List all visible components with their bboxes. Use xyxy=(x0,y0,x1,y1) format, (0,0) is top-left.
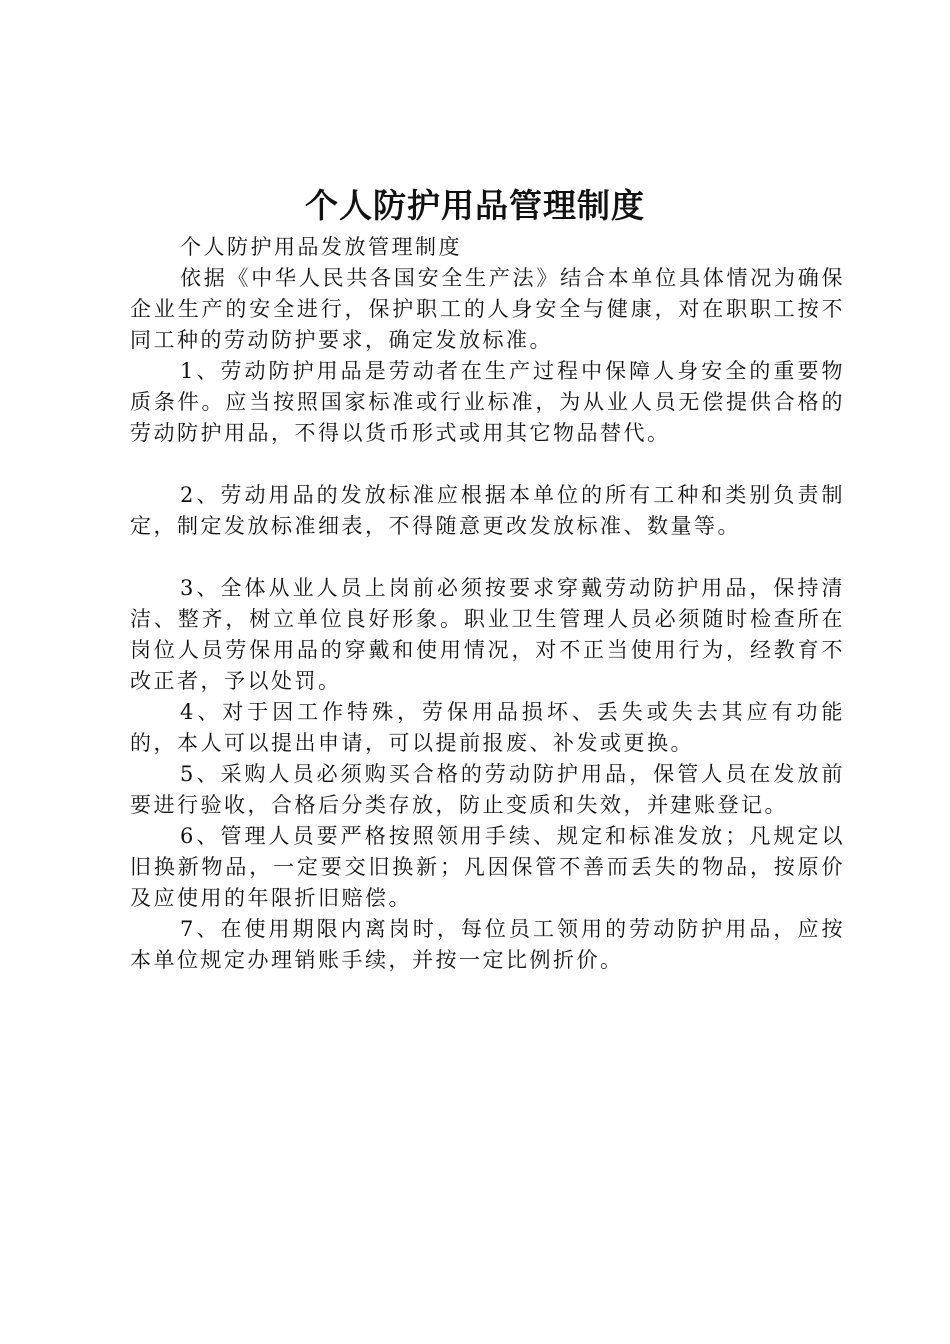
clause-2-paragraph: 2、劳动用品的发放标准应根据本单位的所有工种和类别负责制定，制定发放标准细表，不得随意更改发放标准、数量等。 xyxy=(130,483,845,538)
clause-4-paragraph: 4、对于因工作特殊，劳保用品损坏、丢失或失去其应有功能的，本人可以提出申请，可以提前报废、补发或更换。 xyxy=(130,700,845,755)
intro-paragraph: 依据《中华人民共各国安全生产法》结合本单位具体情况为确保企业生产的安全进行，保护职工的人身安全与健康，对在职职工按不同工种的劳动防护要求，确定发放标准。 xyxy=(130,266,845,352)
subtitle-paragraph: 个人防护用品发放管理制度 xyxy=(180,235,462,259)
document-title: 个人防护用品管理制度 xyxy=(305,186,645,225)
document-body xyxy=(130,232,845,976)
clause-7-paragraph: 7、在使用期限内离岗时，每位员工领用的劳动防护用品，应按本单位规定办理销账手续，并按一定比例折价。 xyxy=(130,917,845,972)
clause-6-paragraph: 6、管理人员要严格按照领用手续、规定和标准发放；凡规定以旧换新物品，一定要交旧换新；凡因保管不善而丢失的物品，按原价及应使用的年限折旧赔偿。 xyxy=(130,824,845,910)
clause-3-paragraph: 3、全体从业人员上岗前必须按要求穿戴劳动防护用品，保持清洁、整齐，树立单位良好形象。职业卫生管理人员必须随时检查所在岗位人员劳保用品的穿戴和使用情况，对不正当使用行为，经教育不改正者，予以处罚。 xyxy=(130,576,845,693)
clause-5-paragraph: 5、采购人员必须购买合格的劳动防护用品，保管人员在发放前要进行验收，合格后分类存放，防止变质和失效，并建账登记。 xyxy=(130,762,845,817)
clause-1-paragraph: 1、劳动防护用品是劳动者在生产过程中保障人身安全的重要物质条件。应当按照国家标准或行业标准，为从业人员无偿提供合格的劳动防护用品，不得以货币形式或用其它物品替代。 xyxy=(130,359,845,445)
